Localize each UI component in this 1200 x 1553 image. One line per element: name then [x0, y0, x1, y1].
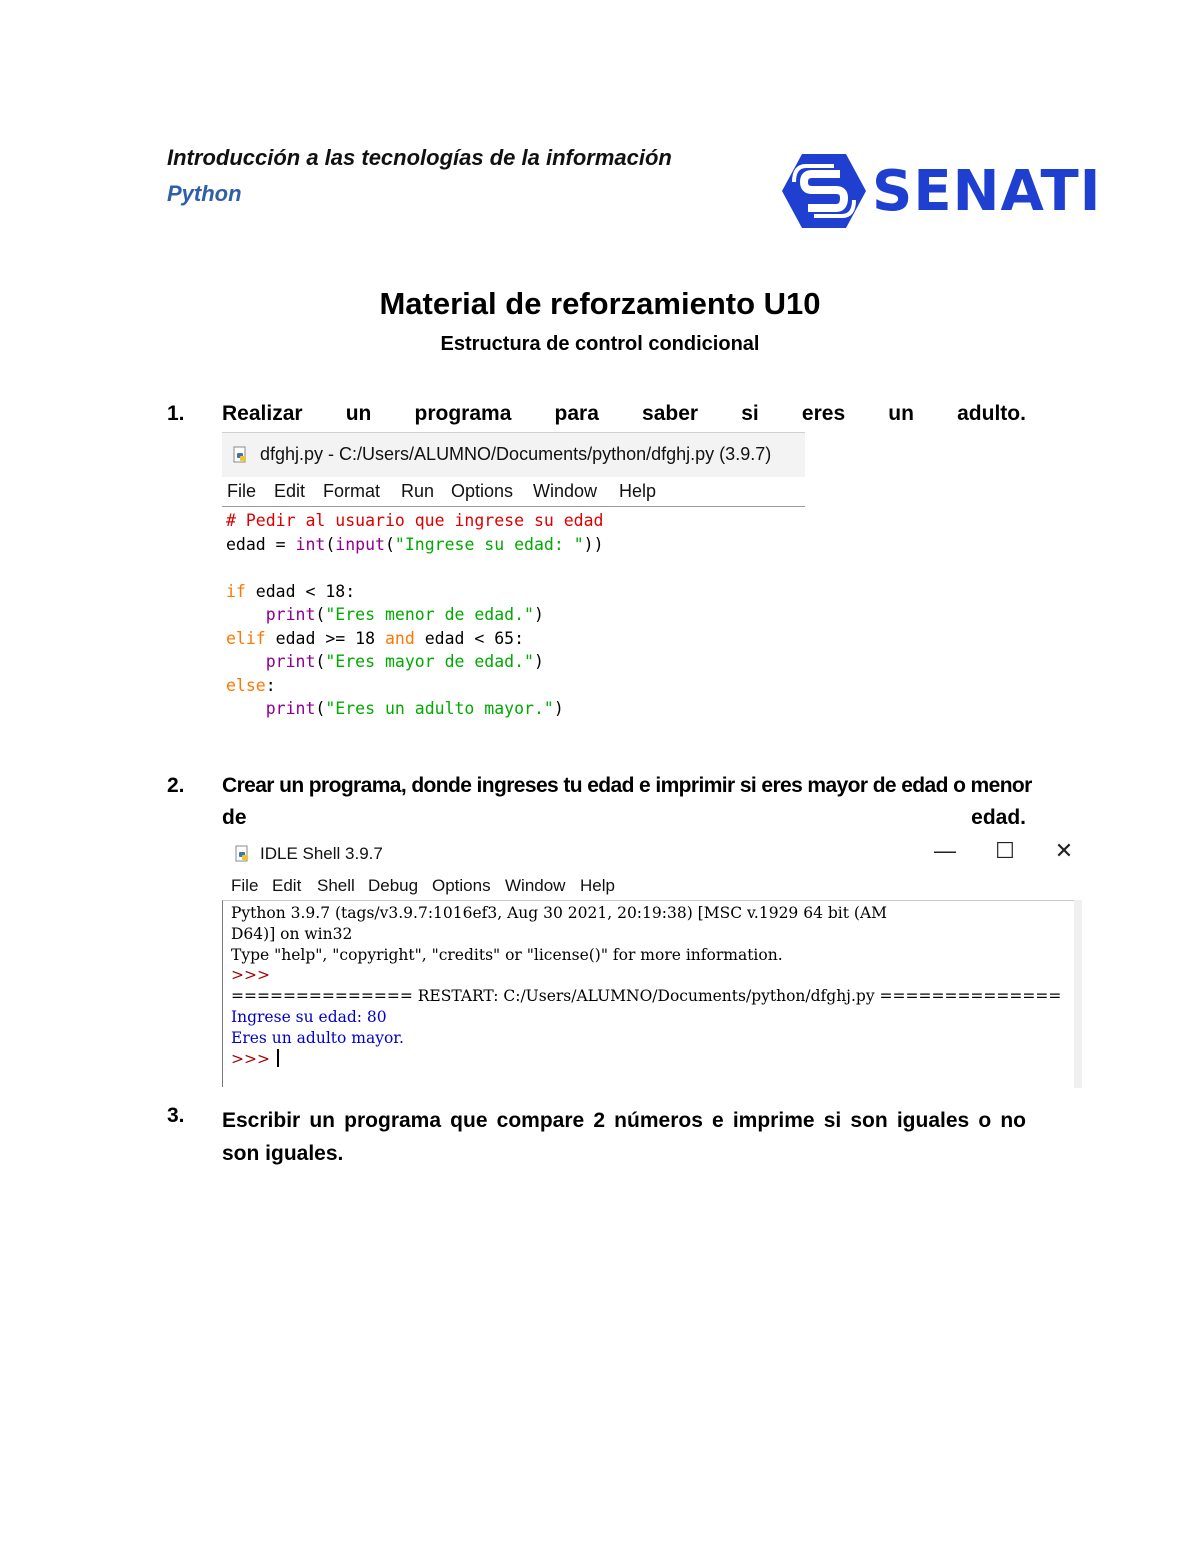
shell-prompt: >>> — [231, 1049, 275, 1068]
shell-banner-line: Type "help", "copyright", "credits" or "license()" for more information. — [231, 945, 783, 964]
code-token: ( — [384, 534, 395, 554]
code-token: ( — [325, 534, 336, 554]
shell-input-line: Ingrese su edad: 80 — [231, 1007, 387, 1026]
q2-word: de — [222, 806, 247, 829]
code-builtin: print — [265, 605, 316, 624]
question-3-text: Escribir un programa que compare 2 números e imprime si son iguales o no son iguales. — [222, 1109, 1026, 1165]
shell-menu-shell[interactable]: Shell — [317, 876, 355, 895]
code-keyword: if — [226, 581, 246, 601]
subject-label: Python — [167, 181, 242, 206]
code-token: edad >= 18 — [265, 628, 385, 648]
shell-menu-edit[interactable]: Edit — [272, 876, 302, 895]
question-2-text-line2 — [222, 806, 1026, 830]
menu-edit[interactable]: Edit — [274, 481, 306, 501]
menu-window[interactable]: Window — [533, 481, 598, 501]
python-file-icon — [232, 446, 250, 464]
maximize-icon[interactable]: ☐ — [995, 838, 1015, 863]
shell-scrollbar[interactable] — [1074, 900, 1082, 1088]
shell-prompt: >>> — [231, 966, 270, 985]
code-token: ) — [553, 699, 564, 718]
menu-file[interactable]: File — [227, 481, 257, 501]
shell-menu-window[interactable]: Window — [505, 876, 566, 895]
q1-word: eres — [801, 402, 846, 425]
shell-menu-help[interactable]: Help — [580, 876, 615, 895]
code-token: : — [265, 675, 276, 695]
code-token: edad < 65: — [414, 628, 525, 648]
code-token: ( — [315, 699, 326, 718]
q2-word: edad. — [971, 806, 1026, 829]
shell-menu-bar — [222, 874, 1082, 900]
idle-editor-window — [222, 432, 805, 732]
code-keyword: and — [384, 628, 415, 648]
page-subtitle: Estructura de control condicional — [440, 333, 760, 355]
code-token: ( — [315, 605, 326, 624]
shell-restart-line: ============== RESTART: C:/Users/ALUMNO/Documents/python/dfghj.py ============== — [231, 987, 1062, 1006]
code-keyword: elif — [226, 628, 266, 648]
question-3-number: 3. — [167, 1104, 185, 1127]
code-token: ) — [533, 605, 544, 624]
shell-menu-debug[interactable]: Debug — [368, 876, 419, 895]
shell-banner-line: Python 3.9.7 (tags/v3.9.7:1016ef3, Aug 30 2021, 20:19:38) [MSC v.1929 64 bit (AM — [231, 904, 888, 922]
idle-shell-window — [222, 836, 1082, 1088]
q1-word: programa — [414, 402, 512, 425]
menu-format[interactable]: Format — [323, 481, 381, 501]
shell-menu-file[interactable]: File — [231, 876, 259, 895]
q1-word: un — [345, 402, 372, 425]
q1-word: para — [554, 402, 599, 425]
code-indent — [226, 605, 266, 624]
senati-s-emblem-icon — [782, 152, 866, 230]
close-icon[interactable]: ✕ — [1054, 838, 1074, 863]
editor-menu-bar — [222, 478, 805, 507]
code-token: edad < 18: — [245, 581, 356, 601]
editor-code-area[interactable] — [226, 509, 604, 721]
question-2-number: 2. — [167, 774, 185, 797]
shell-output-area[interactable] — [222, 900, 1081, 1087]
code-token: edad = — [226, 534, 296, 554]
code-builtin: int — [295, 534, 326, 554]
q1-word: Realizar — [222, 402, 303, 425]
code-string: "Eres un adulto mayor." — [325, 699, 554, 718]
menu-run[interactable]: Run — [401, 481, 435, 501]
code-comment: # Pedir al usuario que ingrese su edad — [226, 511, 604, 530]
menu-options[interactable]: Options — [451, 481, 514, 501]
code-builtin: print — [265, 699, 316, 718]
shell-menu-options[interactable]: Options — [432, 876, 491, 895]
question-2-text-line1: Crear un programa, donde ingreses tu edad e imprimir si eres mayor de edad o menor — [222, 774, 1032, 797]
senati-logo-text: SENATI — [872, 159, 1102, 224]
editor-title-bar — [222, 432, 805, 477]
code-builtin: input — [335, 534, 385, 554]
code-indent — [226, 652, 266, 671]
q1-word: un — [888, 402, 914, 425]
shell-output-line: Eres un adulto mayor. — [231, 1028, 404, 1047]
code-string: "Ingrese su edad: " — [394, 534, 584, 554]
editor-title: dfghj.py - C:/Users/ALUMNO/Documents/python/dfghj.py (3.9.7) — [260, 444, 772, 464]
text-cursor — [277, 1049, 279, 1067]
code-indent — [226, 699, 266, 718]
code-token: ( — [315, 652, 326, 671]
q1-word: saber — [642, 402, 699, 425]
shell-title-bar — [222, 836, 1082, 872]
q1-word: adulto. — [957, 402, 1026, 425]
page-title: Material de reforzamiento U10 — [379, 286, 821, 321]
shell-title: IDLE Shell 3.9.7 — [260, 844, 383, 863]
menu-help[interactable]: Help — [619, 481, 657, 501]
question-1-number: 1. — [167, 402, 185, 425]
minimize-icon[interactable]: — — [934, 838, 956, 863]
code-token: )) — [583, 534, 604, 554]
code-string: "Eres menor de edad." — [325, 605, 534, 624]
course-title: Introducción a las tecnologías de la información — [167, 145, 672, 170]
q1-word: si — [741, 402, 759, 425]
python-shell-icon — [234, 845, 252, 863]
code-keyword: else — [226, 675, 266, 695]
code-builtin: print — [265, 652, 316, 671]
code-token: ) — [533, 652, 544, 671]
question-1-text — [222, 402, 1026, 426]
code-string: "Eres mayor de edad." — [325, 652, 534, 671]
shell-banner-line: D64)] on win32 — [231, 924, 353, 943]
